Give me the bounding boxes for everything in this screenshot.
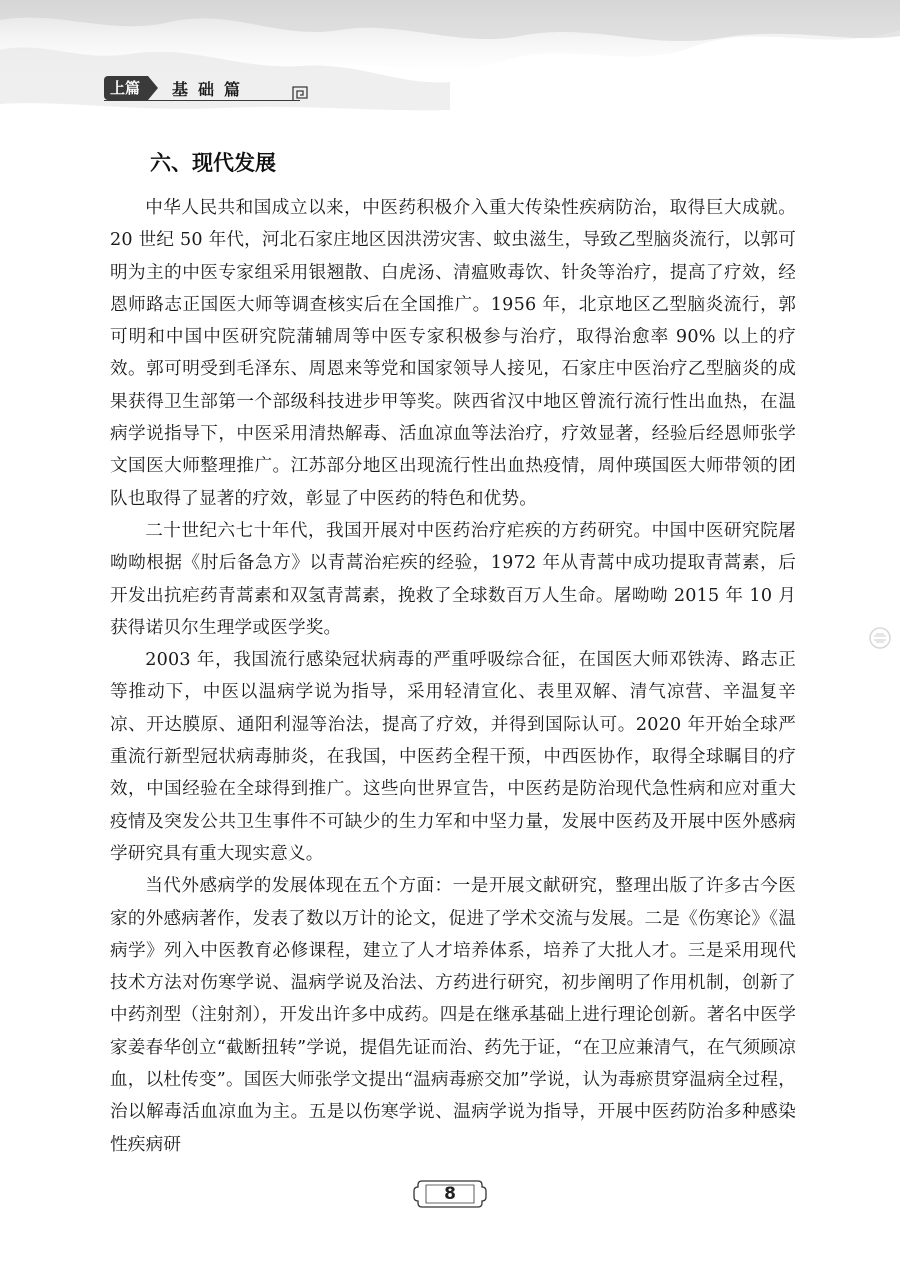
- main-content: [110, 142, 796, 1161]
- running-header: [104, 76, 250, 100]
- section-name: 基础篇: [172, 79, 251, 99]
- paragraph: 中华人民共和国成立以来，中医药积极介入重大传染性疾病防治，取得巨大成就。20 世纪 50 年代，河北石家庄地区因洪涝灾害、蚊虫滋生，导致乙型脑炎流行，以郭可明为主的中医专家组采用银翘散、白虎汤、清瘟败毒饮、针灸等治疗，提高了疗效，经恩师路志正国医大师等调查核实后在全国推广。1956 年，北京地区乙型脑炎流行，郭可明和中国中医研究院蒲辅周等中医专家积极参与治疗，取得治愈率 90% 以上的疗效。郭可明受到毛泽东、周恩来等党和国家领导人接见，石家庄中医治疗乙型脑炎的成果获得卫生部第一个部级科技进步甲等奖。陕西省汉中地区曾流行流行性出血热，在温病学说指导下，中医采用清热解毒、活血凉血等法治疗，疗效显著，经验后经恩师张学文国医大师整理推广。江苏部分地区出现流行性出血热疫情，周仲瑛国医大师带领的团队也取得了显著的疗效，彰显了中医药的特色和优势。: [110, 198, 796, 509]
- paragraph: 2003 年，我国流行感染冠状病毒的严重呼吸综合征，在国医大师邓铁涛、路志正等推动下，中医以温病学说为指导，采用轻清宣化、表里双解、清气凉营、辛温复辛凉、开达膜原、通阳利湿等治法，提高了疗效，并得到国际认可。2020 年开始全球严重流行新型冠状病毒肺炎，在我国，中医药全程干预，中西医协作，取得全球瞩目的疗效，中国经验在全球得到推广。这些向世界宣告，中医药是防治现代急性病和应对重大疫情及突发公共卫生事件不可缺少的生力军和中坚力量，发展中医药及开展中医外感病学研究具有重大现实意义。: [110, 650, 796, 864]
- fret-ornament-icon: [292, 86, 308, 102]
- header-mountain-background: [0, 0, 900, 140]
- section-heading: 六、现代发展: [150, 151, 276, 175]
- header-rule: [104, 100, 300, 101]
- paragraph: 二十世纪六七十年代，我国开展对中医药治疗疟疾的方药研究。中国中医研究院屠呦呦根据《肘后备急方》以青蒿治疟疾的经验，1972 年从青蒿中成功提取青蒿素，后开发出抗疟药青蒿素和双氢青蒿素，挽救了全球数百万人生命。屠呦呦 2015 年 10 月获得诺贝尔生理学或医学奖。: [110, 520, 796, 638]
- page-number: 8: [444, 1184, 456, 1204]
- side-emblem-icon: [868, 626, 892, 650]
- paragraph: 当代外感病学的发展体现在五个方面：一是开展文献研究，整理出版了许多古今医家的外感病著作，发表了数以万计的论文，促进了学术交流与发展。二是《伤寒论》《温病学》列入中医教育必修课程，建立了人才培养体系，培养了大批人才。三是采用现代技术方法对伤寒学说、温病学说及治法、方药进行研究，初步阐明了作用机制，创新了中药剂型（注射剂），开发出许多中成药。四是在继承基础上进行理论创新。著名中医学家姜春华创立“截断扭转”学说，提倡先证而治、药先于证，“在卫应兼清气，在气须顾凉血，以杜传变”。国医大师张学文提出“温病毒瘀交加”学说，认为毒瘀贯穿温病全过程，治以解毒活血凉血为主。五是以伤寒学说、温病学说为指导，开展中医药防治多种感染性疾病研: [110, 876, 796, 1155]
- section-tab: 上篇: [104, 76, 148, 100]
